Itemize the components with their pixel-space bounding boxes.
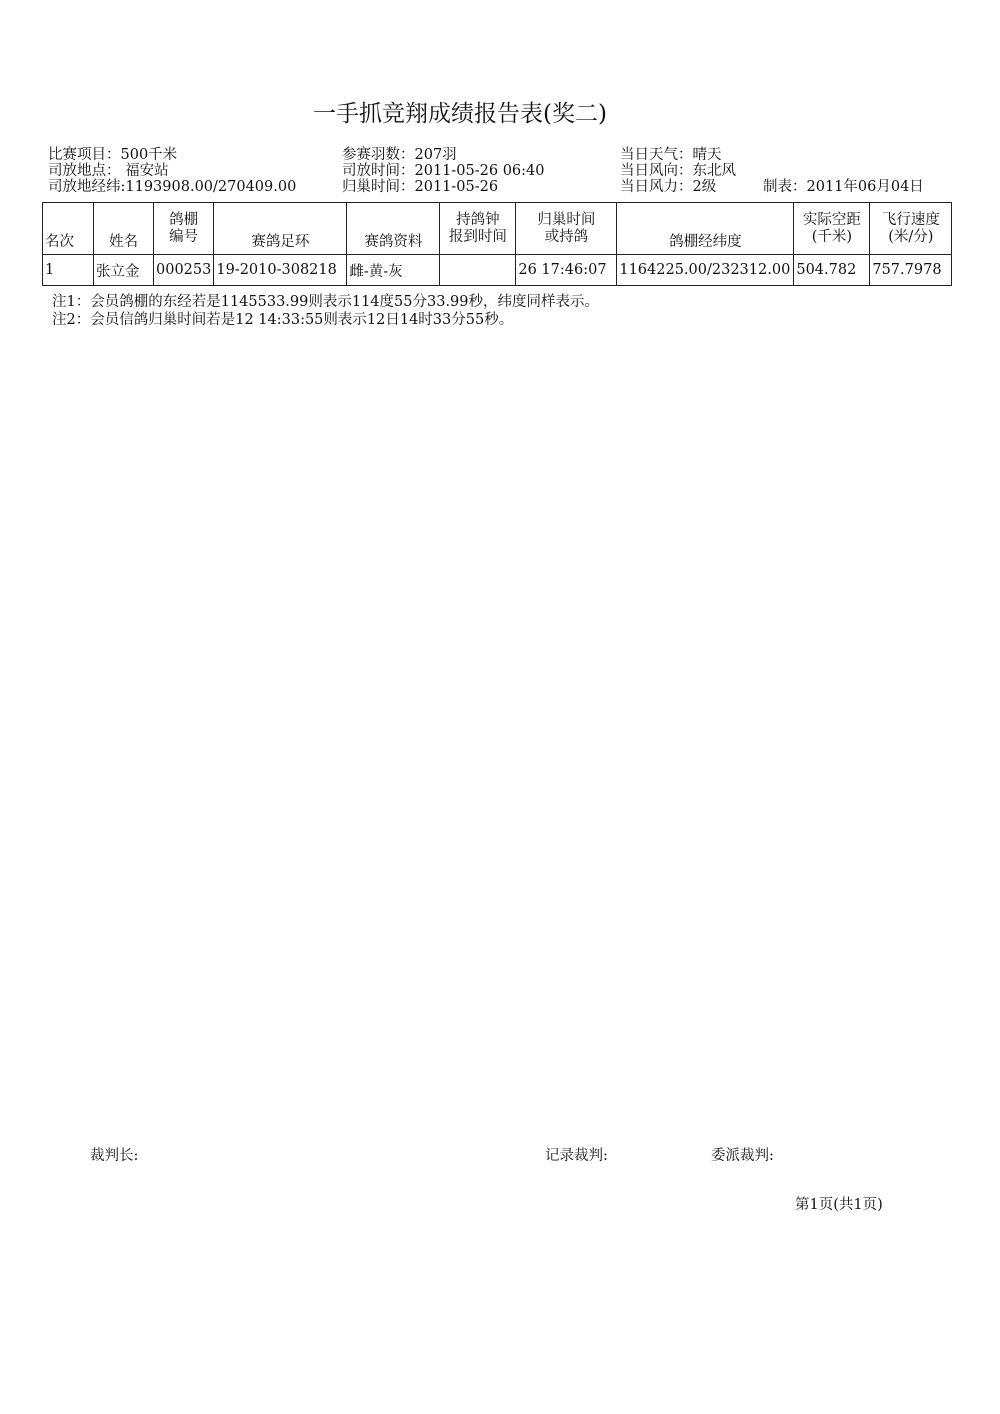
cell-rank: 1 — [43, 255, 94, 286]
cell-ring: 19-2010-308218 — [214, 255, 347, 286]
info-column-left — [48, 147, 296, 195]
cell-name: 张立金 — [94, 255, 154, 286]
note-1: 注1：会员鸽棚的东经若是1145533.99则表示114度55分33.99秒，纬度同样表示。 — [52, 294, 599, 310]
header-return-time: 归巢时间 或持鸽 — [516, 203, 617, 255]
weather: 当日天气：晴天 — [620, 147, 722, 163]
return-time: 归巢时间：2011-05-26 — [342, 179, 499, 195]
release-site: 司放地点： 福安站 — [48, 163, 169, 179]
cell-distance: 504.782 — [794, 255, 870, 286]
info-column-middle — [342, 147, 545, 195]
header-clock-time: 持鸽钟 报到时间 — [440, 203, 516, 255]
entries-count: 参赛羽数：207羽 — [342, 147, 457, 163]
results-table — [42, 202, 952, 286]
header-name: 姓名 — [94, 203, 154, 255]
release-coords: 司放地经纬:1193908.00/270409.00 — [48, 179, 297, 195]
cell-speed: 757.7978 — [870, 255, 952, 286]
cell-loft-no: 000253 — [154, 255, 214, 286]
wind-force: 当日风力：2级 — [620, 179, 717, 195]
chief-judge-label: 裁判长: — [90, 1148, 139, 1164]
cell-return-time: 26 17:46:07 — [516, 255, 617, 286]
table-row — [43, 255, 952, 286]
header-coords: 鸽棚经纬度 — [617, 203, 794, 255]
page-number: 第1页(共1页) — [795, 1197, 883, 1213]
assigned-judge-label: 委派裁判: — [711, 1148, 774, 1164]
header-pigeon-info: 赛鸽资料 — [347, 203, 440, 255]
header-distance: 实际空距 (千米) — [794, 203, 870, 255]
record-judge-label: 记录裁判: — [545, 1148, 608, 1164]
header-loft-no: 鸽棚 编号 — [154, 203, 214, 255]
header-rank: 名次 — [43, 203, 94, 255]
info-column-right — [620, 147, 736, 195]
wind-direction: 当日风向：东北风 — [620, 163, 736, 179]
cell-coords: 1164225.00/232312.00 — [617, 255, 794, 286]
note-2: 注2：会员信鸽归巢时间若是12 14:33:55则表示12日14时33分55秒。 — [52, 312, 514, 328]
cell-pigeon-info: 雌-黄-灰 — [347, 255, 440, 286]
header-speed: 飞行速度 (米/分) — [870, 203, 952, 255]
made-date: 制表：2011年06月04日 — [763, 179, 924, 195]
table-header-row — [43, 203, 952, 255]
release-time: 司放时间：2011-05-26 06:40 — [342, 163, 545, 179]
page-title: 一手抓竞翔成绩报告表(奖二) — [313, 101, 607, 127]
cell-clock-time — [440, 255, 516, 286]
race-item: 比赛项目：500千米 — [48, 147, 178, 163]
header-ring: 赛鸽足环 — [214, 203, 347, 255]
